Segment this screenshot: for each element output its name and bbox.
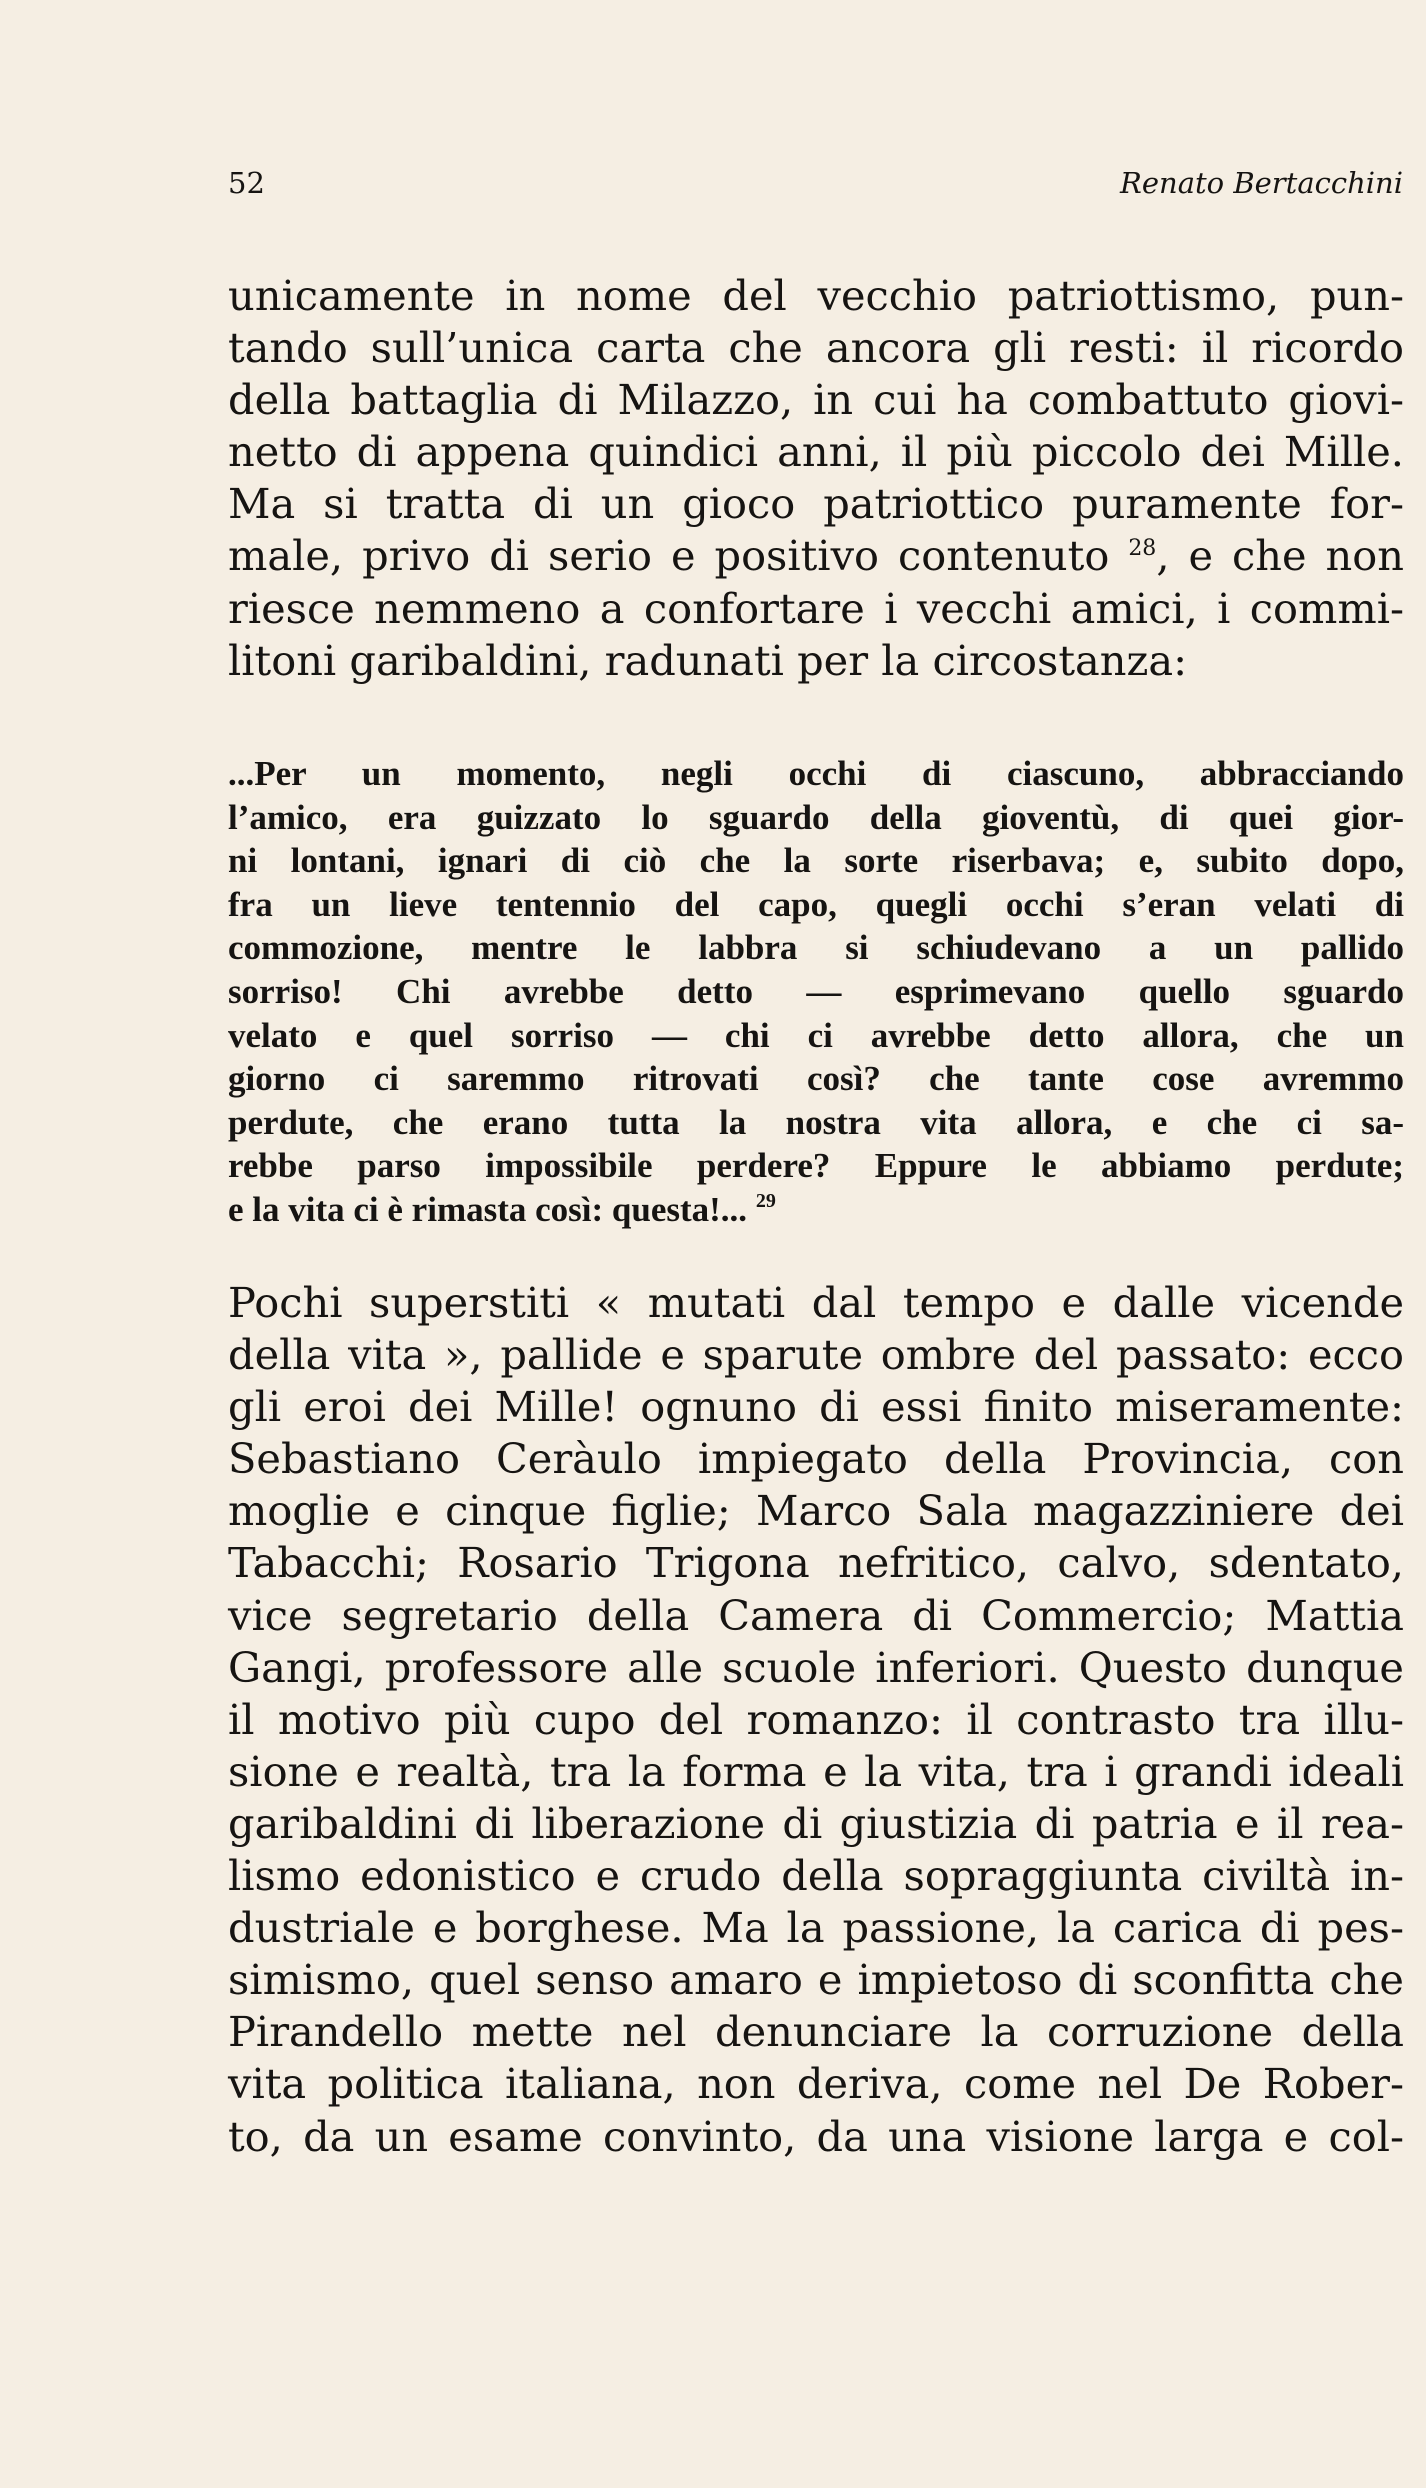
quote-line: giorno ci saremmo ritrovati così? che tante cose avremmo bbox=[228, 1059, 1404, 1099]
text-line: lismo edonistico e crudo della sopraggiunta civiltà in- bbox=[228, 1851, 1404, 1901]
text-line: garibaldini di liberazione di giustizia di patria e il rea- bbox=[228, 1798, 1404, 1848]
page-header bbox=[228, 163, 1403, 203]
text-line: della battaglia di Milazzo, in cui ha combattuto giovi- bbox=[228, 375, 1404, 425]
quote-line: fra un lieve tentennio del capo, quegli occhi s’eran velati di bbox=[228, 884, 1404, 924]
running-head: Renato Bertacchini bbox=[1120, 166, 1403, 200]
text-line: sione e realtà, tra la forma e la vita, tra i grandi ideali bbox=[228, 1746, 1404, 1796]
text-line: dustriale e borghese. Ma la passione, la carica di pes- bbox=[228, 1903, 1404, 1953]
text-line: litoni garibaldini, radunati per la circostanza: bbox=[228, 635, 1188, 685]
quote-line-with-footnote bbox=[228, 1188, 1404, 1232]
quote-line: velato e quel sorriso — chi ci avrebbe detto allora, che un bbox=[228, 1015, 1404, 1055]
quote-line: l’amico, era guizzato lo sguardo della gioventù, di quei gior- bbox=[228, 797, 1404, 837]
text-line: netto di appena quindici anni, il più piccolo dei Mille. bbox=[228, 427, 1404, 477]
text-line: Ma si tratta di un gioco patriottico puramente for- bbox=[228, 479, 1404, 529]
paragraph-2 bbox=[228, 1277, 1404, 2163]
quote-line: ni lontani, ignari di ciò che la sorte riserbava; e, subito dopo, bbox=[228, 841, 1404, 881]
quote-line: sorriso! Chi avrebbe detto — esprimevano quello sguardo bbox=[228, 971, 1404, 1011]
text-line: moglie e cinque figlie; Marco Sala magazziniere dei bbox=[228, 1486, 1404, 1536]
text-line: unicamente in nome del vecchio patriottismo, pun- bbox=[228, 271, 1404, 320]
text-line: riesce nemmeno a confortare i vecchi amici, i commi- bbox=[228, 583, 1404, 633]
text-fragment: male, privo di serio e positivo contenuto bbox=[228, 531, 1110, 581]
block-quotation bbox=[228, 752, 1404, 1232]
text-line: vita politica italiana, non deriva, come nel De Rober- bbox=[228, 2059, 1404, 2109]
quote-line: perdute, che erano tutta la nostra vita allora, e che ci sa- bbox=[228, 1102, 1404, 1142]
text-fragment: e la vita ci è rimasta così: questa!... bbox=[228, 1189, 748, 1229]
text-line: gli eroi dei Mille! ognuno di essi finito miseramente: bbox=[228, 1382, 1404, 1432]
text-line: tando sull’unica carta che ancora gli resti: il ricordo bbox=[228, 323, 1404, 373]
text-line: il motivo più cupo del romanzo: il contrasto tra illu- bbox=[228, 1694, 1404, 1744]
text-line: Sebastiano Ceràulo impiegato della Provincia, con bbox=[228, 1434, 1404, 1484]
quote-line: ...Per un momento, negli occhi di ciascuno, abbracciando bbox=[228, 754, 1404, 793]
footnote-ref-28[interactable]: 28 bbox=[1128, 536, 1157, 562]
text-line: to, da un esame convinto, da una visione larga e col- bbox=[228, 2111, 1404, 2161]
text-line: vice segretario della Camera di Commercio; Mattia bbox=[228, 1590, 1404, 1640]
footnote-ref-29[interactable]: 29 bbox=[755, 1189, 776, 1212]
text-line: simismo, quel senso amaro e impietoso di sconfitta che bbox=[228, 1955, 1404, 2005]
text-line: Gangi, professore alle scuole inferiori. Questo dunque bbox=[228, 1642, 1404, 1692]
text-fragment: , e che non bbox=[1156, 531, 1404, 581]
paragraph-1 bbox=[228, 270, 1404, 687]
quote-line: rebbe parso impossibile perdere? Eppure le abbiamo perdute; bbox=[228, 1146, 1404, 1186]
text-line: Pochi superstiti « mutati dal tempo e dalle vicende bbox=[228, 1278, 1404, 1327]
text-line-with-footnote bbox=[228, 530, 1404, 582]
text-line: della vita », pallide e sparute ombre del passato: ecco bbox=[228, 1330, 1404, 1380]
quote-line: commozione, mentre le labbra si schiudevano a un pallido bbox=[228, 928, 1404, 968]
text-line: Tabacchi; Rosario Trigona nefritico, calvo, sdentato, bbox=[228, 1538, 1404, 1588]
text-line: Pirandello mette nel denunciare la corruzione della bbox=[228, 2007, 1404, 2057]
page-number: 52 bbox=[228, 166, 265, 200]
